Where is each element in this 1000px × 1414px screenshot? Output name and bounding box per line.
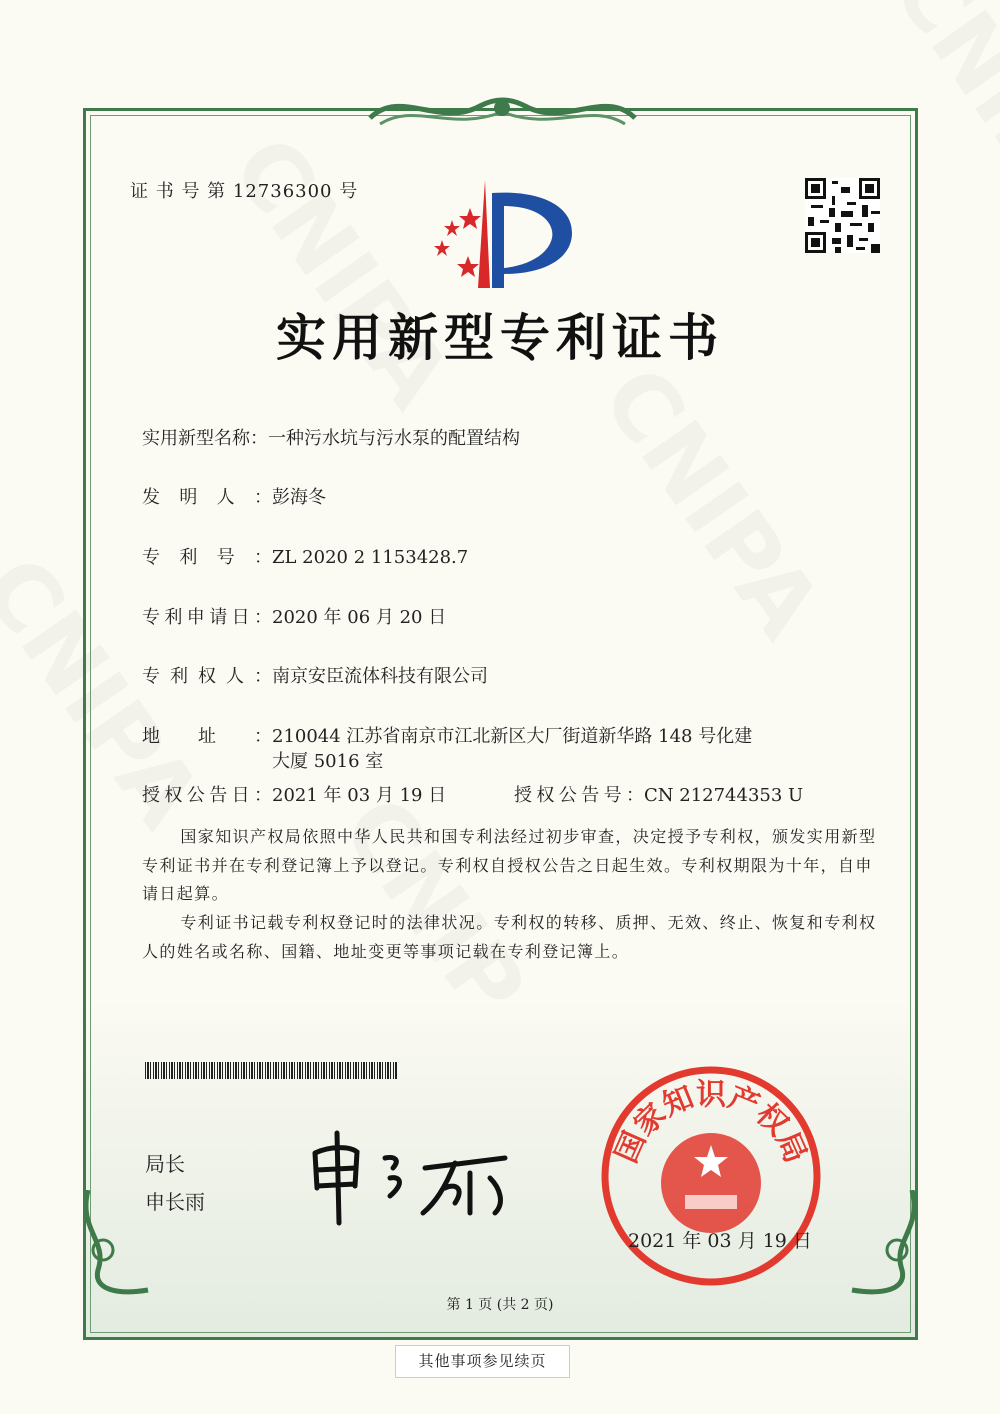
field-value: 2020 年 06 月 20 日: [272, 607, 447, 628]
field-label: 实用新型名称：: [142, 428, 268, 449]
field-value: ZL 2020 2 1153428.7: [272, 547, 469, 568]
field-label: 授权公告号：: [514, 785, 644, 806]
field-grant-number: [514, 781, 803, 807]
field-patentee: [142, 662, 488, 688]
certificate-number: 证 书 号 第 12736300 号: [130, 181, 359, 202]
field-label: 发明人：: [142, 487, 272, 508]
field-utility-model-name: [142, 424, 520, 450]
field-label: 专利申请日：: [142, 607, 272, 628]
field-value: 彭海冬: [272, 487, 326, 508]
field-address: [142, 722, 752, 748]
field-value: 210044 江苏省南京市江北新区大厂街道新华路 148 号化建: [272, 726, 753, 747]
statement-paragraph: 专利证书记载专利权登记时的法律状况。专利权的转移、质押、无效、终止、恢复和专利权人的姓名或名称、国籍、地址变更等事项记载在专利登记簿上。: [142, 913, 877, 961]
field-label: 专利号：: [142, 547, 272, 568]
statement-paragraph: 国家知识产权局依照中华人民共和国专利法经过初步审查，决定授予专利权，颁发实用新型专利证书并在专利登记簿上予以登记。专利权自授权公告之日起生效。专利权期限为十年，自申请日起算。: [142, 827, 877, 903]
official-seal-icon: [600, 1065, 822, 1287]
field-value: CN 212744353 U: [644, 785, 804, 806]
field-address-line2: 大厦 5016 室: [272, 751, 384, 772]
barcode-icon: [145, 1062, 398, 1079]
corner-ornament-icon: [842, 1190, 922, 1300]
seal-date: 2021 年 03 月 19 日: [628, 1230, 812, 1252]
field-inventor: [142, 483, 326, 509]
field-patent-number: [142, 543, 468, 569]
field-label: 授权公告日：: [142, 785, 272, 806]
field-value: 一种污水坑与污水泵的配置结构: [268, 428, 520, 449]
top-ornament-icon: [360, 88, 645, 132]
field-value: 南京安臣流体科技有限公司: [272, 666, 488, 687]
field-application-date: [142, 603, 446, 629]
seal-text: 国家知识产权局: [608, 1077, 814, 1169]
field-grant-date: [142, 781, 446, 807]
qr-code-icon: [805, 178, 880, 253]
page-number: 第 1 页 (共 2 页): [446, 1297, 554, 1313]
continuation-note: 其他事项参见续页: [395, 1345, 570, 1378]
director-title: 局长: [145, 1152, 185, 1176]
director-signature-icon: [305, 1128, 515, 1228]
field-value: 2021 年 03 月 19 日: [272, 785, 447, 806]
field-label: 专利权人：: [142, 666, 272, 687]
field-label: 地址：: [142, 726, 272, 747]
cnipa-logo-icon: [430, 178, 575, 290]
director-name: 申长雨: [145, 1190, 205, 1214]
certificate-title: 实用新型专利证书: [276, 308, 724, 367]
